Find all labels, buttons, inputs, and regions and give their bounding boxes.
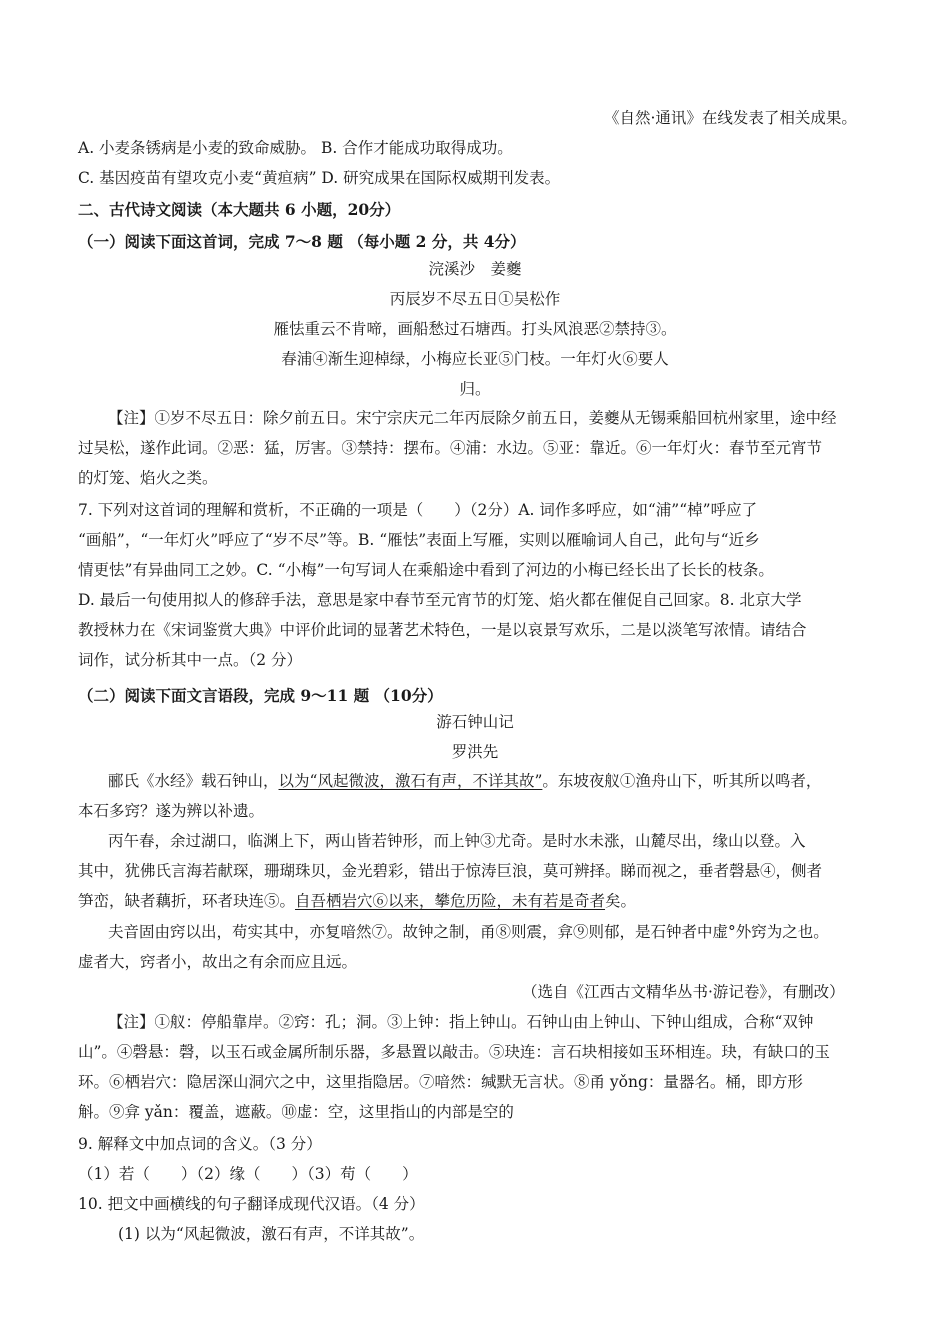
essay-text: 。东坡夜舣①渔舟山下，听其所以鸣者， — [542, 772, 822, 790]
part-1-heading: （一）阅读下面这首词，完成 7～8 题 （每小题 2 分，共 4分） — [78, 232, 526, 251]
poem-line: 归。 — [459, 380, 491, 398]
poem-note-line: 过吴松，遂作此词。②恶：猛，厉害。③禁持：摆布。④浦：水边。⑤亚：靠近。⑥一年灯火：春节至元宵节 — [78, 439, 823, 457]
essay-paragraph-2-line: 丙午春，余过湖口，临渊上下，两山皆若钟形，而上钟③尤奇。是时水未涨，山麓尽出，缘山以登。入 — [108, 832, 806, 850]
q10-item-1: (1) 以为“风起微波，激石有声，不详其故”。 — [118, 1225, 425, 1243]
q6-option-cd: C. 基因疫苗有望攻克小麦“黄疸病” D. 研究成果在国际权威期刊发表。 — [78, 169, 561, 187]
essay-source: （选自《江西古文精华丛书·游记卷》，有删改） — [522, 983, 845, 1001]
essay-text: 郦氏《水经》载石钟山， — [108, 772, 279, 790]
poem-line: 春浦④渐生迎棹绿，小梅应长亚⑤门枝。一年灯火⑥要人 — [281, 350, 669, 368]
part-2-heading: （二）阅读下面文言语段，完成 9～11 题 （10分） — [78, 686, 443, 705]
essay-text: 笋峦，缺者藕折，环者玦连⑤。 — [78, 892, 296, 910]
q8-line: 词作，试分析其中一点。（2 分） — [78, 651, 303, 669]
essay-paragraph-1 — [108, 771, 821, 791]
q7-line: “画船”，“一年灯火”呼应了“岁不尽”等。B. “雁怯”表面上写雁，实则以雁喻词人自己，此句与“近乡 — [78, 531, 760, 549]
essay-note-line: 斛。⑨弇 yǎn：覆盖，遮蔽。⑩虚：空，这里指山的内部是空的 — [78, 1103, 514, 1121]
poem-line: 雁怯重云不肯啼，画船愁过石塘西。打头风浪恶②禁持③。 — [273, 320, 677, 338]
essay-note-line: 环。⑥栖岩穴：隐居深山洞穴之中，这里指隐居。⑦喑然：缄默无言状。⑧甬 yǒng：量器名。桶，即方形 — [78, 1073, 803, 1091]
essay-paragraph-3-line: 虚者大，窍者小，故出之有余而应且远。 — [78, 953, 358, 971]
poem-subtitle: 丙辰岁不尽五日①吴松作 — [389, 290, 561, 308]
q6-option-ab: A. 小麦条锈病是小麦的致命威胁。 B. 合作才能成功取得成功。 — [78, 139, 513, 157]
poem-note-line: 【注】①岁不尽五日：除夕前五日。宋宁宗庆元二年丙辰除夕前五日，姜夔从无锡乘船回杭州家里，途中经 — [108, 409, 837, 427]
q9-prompt: 9. 解释文中加点词的含义。（3 分） — [78, 1135, 322, 1153]
essay-author: 罗洪先 — [451, 743, 499, 761]
essay-title: 游石钟山记 — [436, 713, 514, 731]
essay-text: 矣。 — [605, 892, 637, 910]
q10-prompt: 10. 把文中画横线的句子翻译成现代汉语。（4 分） — [78, 1195, 425, 1213]
q7-line: 情更怯”有异曲同工之妙。C. “小梅”一句写词人在乘船途中看到了河边的小梅已经长出了长长的枝条。 — [78, 561, 774, 579]
essay-note-line: 山”。④磬悬：磬，以玉石或金属所制乐器，多悬置以敲击。⑤玦连：言石块相接如玉环相连。玦，有缺口的玉 — [78, 1043, 830, 1061]
poem-title: 浣溪沙 姜夔 — [428, 260, 522, 278]
q7-line: 7. 下列对这首词的理解和赏析，不正确的一项是（ ）（2分）A. 词作多呼应，如“浦”“棹”呼应了 — [78, 501, 758, 519]
q9-blanks: （1）若（ ）（2）缘（ ）（3）苟（ ） — [78, 1165, 418, 1183]
underlined-sentence-1: 以为“风起微波，激石有声，不详其故” — [278, 772, 543, 790]
q8-line: 教授林力在《宋词鉴赏大典》中评价此词的显著艺术特色，一是以哀景写欢乐，二是以淡笔写浓情。请结合 — [78, 621, 807, 639]
q7-line: D. 最后一句使用拟人的修辞手法，意思是家中春节至元宵节的灯笼、焰火都在催促自己回家。8. 北京大学 — [78, 591, 802, 609]
q6-tail-text: 《自然·通讯》在线发表了相关成果。 — [604, 109, 857, 127]
essay-paragraph-3-line: 夫音固由窍以出，苟实其中，亦复喑然⑦。故钟之制，甬⑧则震，弇⑨则郁，是石钟者中虚°外窍为之也。 — [108, 923, 829, 941]
section-2-title: 二、古代诗文阅读（本大题共 6 小题，20分） — [78, 200, 401, 219]
underlined-sentence-2: 自吾栖岩穴⑥以来，攀危历险，未有若是奇者 — [295, 892, 606, 910]
essay-paragraph-2-line: 其中，犹佛氏言海若献琛，珊瑚珠贝，金光碧彩，错出于惊涛巨浪，莫可辨择。睇而视之，垂者磬悬④，侧者 — [78, 862, 823, 880]
poem-note-line: 的灯笼、焰火之类。 — [78, 469, 218, 487]
essay-paragraph-2-line — [78, 891, 636, 911]
essay-note-line: 【注】①舣：停船靠岸。②窍：孔；洞。③上钟：指上钟山。石钟山由上钟山、下钟山组成，合称“双钟 — [108, 1013, 814, 1031]
essay-text: 本石多窍？遂为辨以补遗。 — [78, 802, 265, 820]
